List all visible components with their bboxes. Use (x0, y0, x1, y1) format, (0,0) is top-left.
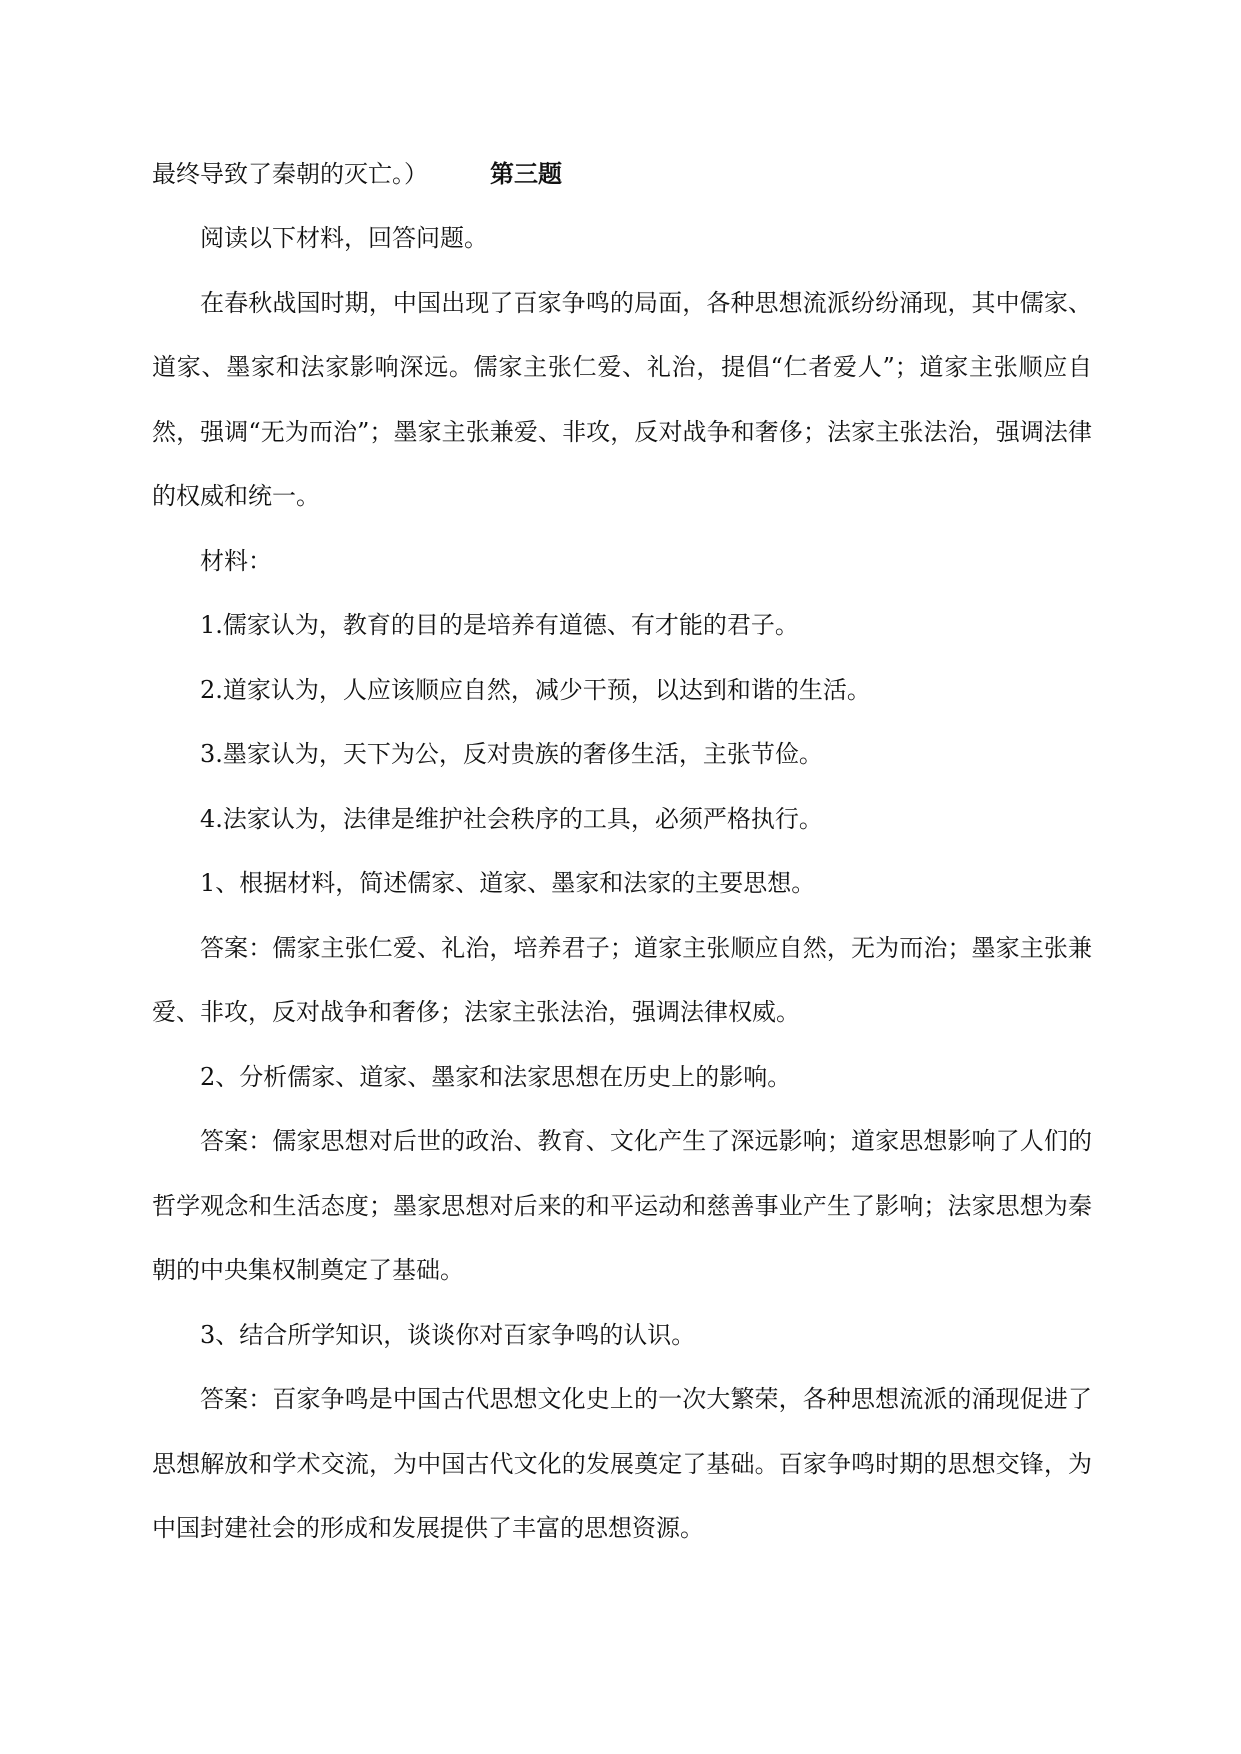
intro-paragraph: 在春秋战国时期，中国出现了百家争鸣的局面，各种思想流派纷纷涌现，其中儒家、道家、墨家和法家影响深远。儒家主张仁爱、礼治，提倡“仁者爱人”；道家主张顺应自然，强调“无为而治”；墨家主张兼爱、非攻，反对战争和奢侈；法家主张法治，强调法律的权威和统一。 (152, 288, 1092, 510)
continuation-text: 最终导致了秦朝的灭亡。） (152, 160, 428, 188)
material-item: 2.道家认为，人应该顺应自然，减少干预，以达到和谐的生活。 (200, 675, 871, 704)
instruction-text: 阅读以下材料，回答问题。 (200, 224, 488, 252)
question-text: 3、结合所学知识，谈谈你对百家争鸣的认识。 (200, 1320, 696, 1349)
material-item: 4.法家认为，法律是维护社会秩序的工具，必须严格执行。 (200, 804, 823, 833)
document-page (152, 142, 1092, 1561)
materials-label: 材料： (200, 546, 272, 575)
question-heading: 第三题 (490, 159, 562, 188)
answer-text: 答案：儒家主张仁爱、礼治，培养君子；道家主张顺应自然，无为而治；墨家主张兼爱、非攻，反对战争和奢侈；法家主张法治，强调法律权威。 (152, 933, 1092, 1026)
material-item: 1.儒家认为，教育的目的是培养有道德、有才能的君子。 (200, 611, 799, 639)
material-item: 3.墨家认为，天下为公，反对贵族的奢侈生活，主张节俭。 (200, 740, 823, 768)
answer-text: 答案：百家争鸣是中国古代思想文化史上的一次大繁荣，各种思想流派的涌现促进了思想解放和学术交流，为中国古代文化的发展奠定了基础。百家争鸣时期的思想交锋，为中国封建社会的形成和发展提供了丰富的思想资源。 (152, 1385, 1092, 1542)
answer-text: 答案：儒家思想对后世的政治、教育、文化产生了深远影响；道家思想影响了人们的哲学观念和生活态度；墨家思想对后来的和平运动和慈善事业产生了影响；法家思想为秦朝的中央集权制奠定了基础。 (152, 1127, 1092, 1284)
first-line (152, 142, 1092, 206)
question-text: 2、分析儒家、道家、墨家和法家思想在历史上的影响。 (200, 1062, 792, 1091)
question-text: 1、根据材料，简述儒家、道家、墨家和法家的主要思想。 (200, 869, 816, 897)
